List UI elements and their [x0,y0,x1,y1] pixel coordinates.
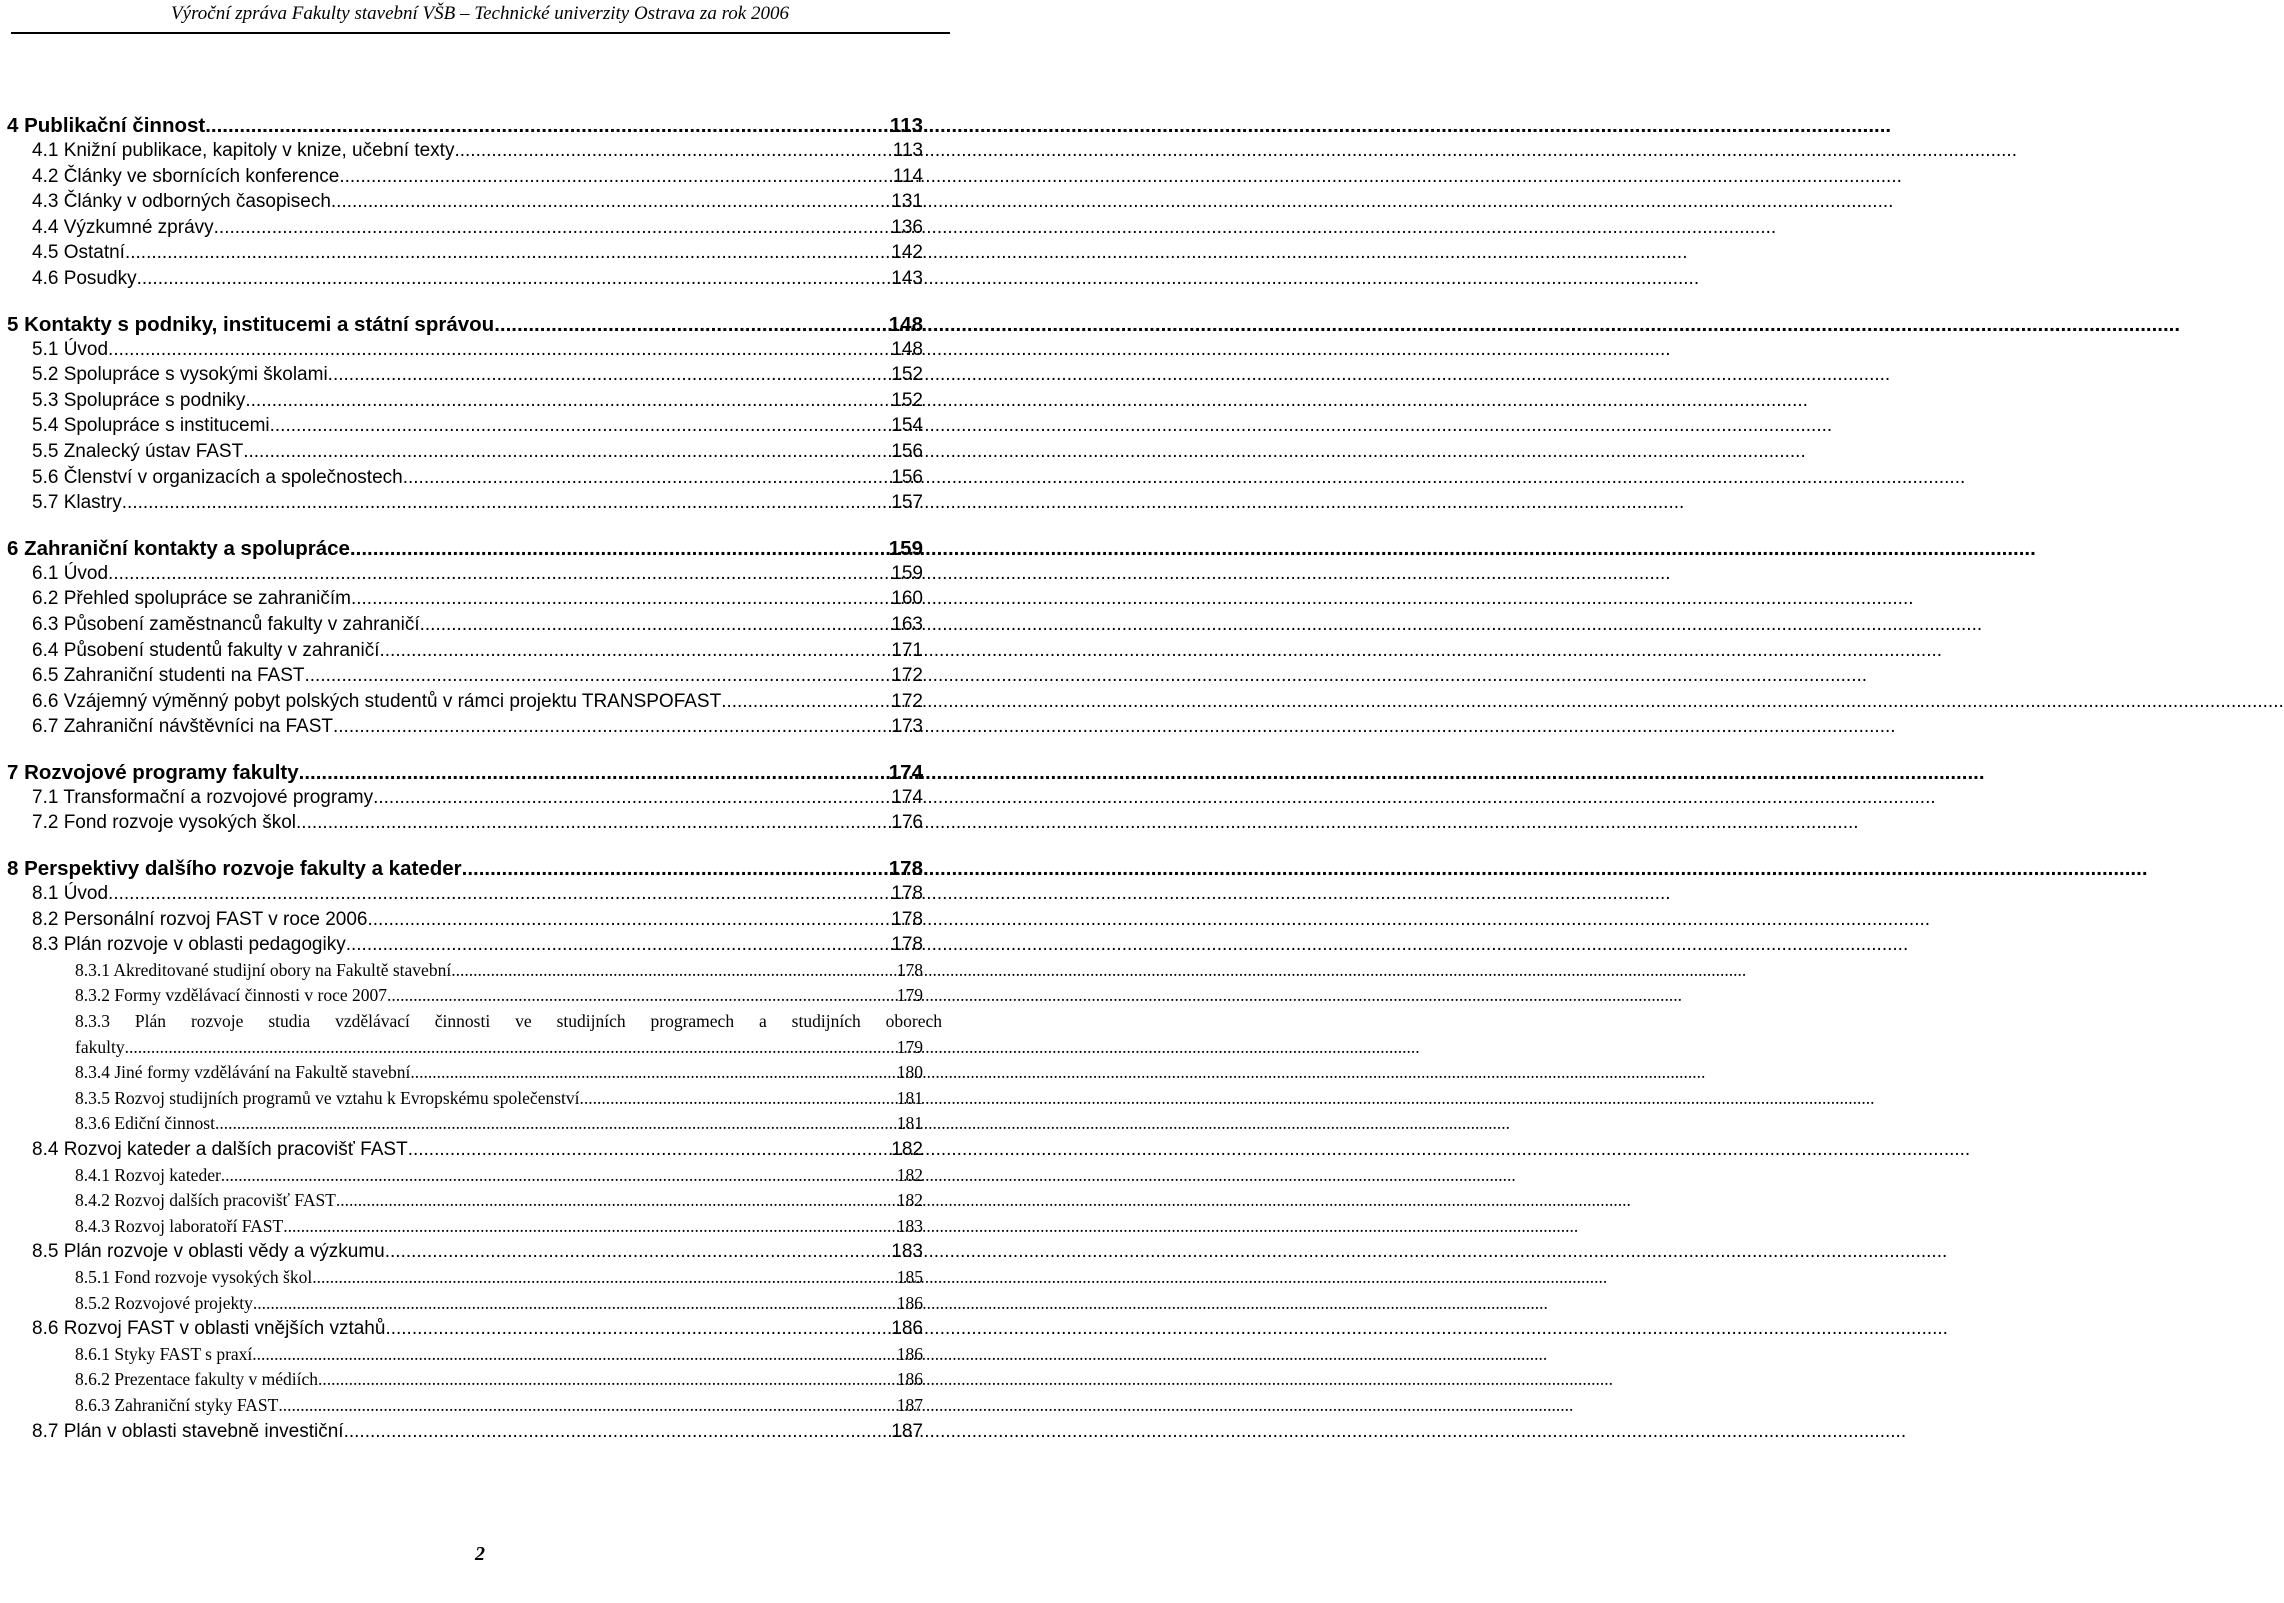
dot-leader [339,164,891,190]
toc-entry-title: 8.5.2 Rozvojové projekty [75,1292,253,1313]
dot-leader [410,1060,895,1086]
toc-entry-title: 5.5 Znalecký ústav FAST [32,440,244,462]
toc-section-entry[interactable] [7,413,923,439]
toc-section-entry[interactable] [7,1239,923,1265]
toc-entry-title: 4.1 Knižní publikace, kapitoly v knize, učební texty [32,140,455,161]
dot-leader [328,362,891,388]
toc-entry-page: 182 [896,1164,923,1185]
toc-entry-title: 5 Kontakty s podniky, institucemi a státní správou [7,312,495,336]
header-rule [11,32,950,34]
toc-entry-title: 7 Rozvojové programy fakulty [7,760,299,784]
toc-entry-title: 6.7 Zahraniční návštěvníci na FAST [32,716,333,738]
dot-leader [385,1239,891,1265]
toc-entry-title: 8.3.2 Formy vzdělávací činnosti v roce 2007 [75,985,388,1006]
toc-section-entry[interactable] [7,1137,923,1163]
toc-entry-title: 8 Perspektivy dalšího rozvoje fakulty a kateder [7,857,462,881]
toc-entry-title: 6.4 Působení studentů fakulty v zahraničí [32,639,380,661]
toc-entry-page: 154 [891,415,923,437]
toc-entry-title: 6.2 Přehled spolupráce se zahraničím [32,588,351,610]
dot-leader [451,958,896,984]
toc-entry-page: 142 [891,242,923,264]
toc-subsection-entry[interactable] [7,1367,923,1393]
toc-section-entry[interactable] [7,881,923,907]
toc-section-entry[interactable] [7,907,923,933]
toc-entry-title: 6.5 Zahraniční studenti na FAST [32,665,305,687]
toc-entry-page: 178 [891,934,923,956]
table-of-contents [7,113,942,1444]
toc-section-entry[interactable] [7,663,923,689]
dot-leader [215,1111,896,1137]
dot-leader [125,240,890,266]
dot-leader [299,760,888,785]
toc-entry-page: 183 [891,1241,923,1263]
toc-entry-page: 181 [896,1113,923,1134]
dot-leader [221,1163,896,1189]
toc-entry-title: 5.3 Spolupráce s podniky [32,389,246,411]
toc-entry-title: 8.3.5 Rozvoj studijních programů ve vztahu k Evropskému společenství [75,1087,580,1108]
dot-leader [283,1214,896,1240]
dot-leader [245,388,890,414]
toc-chapter-entry[interactable] [7,760,923,785]
dot-leader [380,638,891,664]
toc-entry-page: 148 [891,338,923,360]
toc-entry-page: 183 [896,1215,923,1236]
toc-entry-title: 4.5 Ostatní [32,242,125,264]
toc-entry-page: 131 [891,191,923,213]
dot-leader [580,1086,896,1112]
dot-leader [108,881,890,907]
toc-subsection-entry[interactable] [7,983,923,1009]
toc-entry-page: 156 [891,466,923,488]
dot-leader [331,189,890,215]
toc-section-entry[interactable] [7,138,923,164]
toc-entry-page: 179 [896,985,923,1006]
toc-chapter-entry[interactable] [7,856,923,881]
toc-entry-page: 160 [891,588,923,610]
toc-entry-title: 8.3.1 Akreditované studijní obory na Fakultě stavební [75,959,452,980]
dot-leader [318,1367,896,1393]
toc-entry-page: 174 [891,786,923,808]
dot-leader [205,113,889,138]
toc-entry-title: 8.5.1 Fond rozvoje vysokých škol [75,1266,313,1287]
dot-leader [312,1265,896,1291]
toc-section-entry[interactable] [7,439,923,465]
toc-entry-page: 178 [888,857,923,881]
toc-entry-page: 186 [896,1343,923,1364]
dot-leader [305,663,891,689]
toc-entry-title: 8.3.4 Jiné formy vzdělávání na Fakultě stavební [75,1062,411,1083]
toc-entry-page: 171 [891,639,923,661]
toc-section-entry[interactable] [7,612,923,638]
dot-leader [344,1419,891,1445]
toc-entry-page: 187 [891,1420,923,1442]
toc-entry-title: 6.6 Vzájemný výměnný pobyt polských studentů v rámci projektu TRANSPOFAST [32,690,722,712]
toc-entry-title: 8.4.2 Rozvoj dalších pracovišť FAST [75,1190,336,1211]
dot-leader [494,312,888,337]
toc-entry-title: 4 Publikační činnost [7,114,206,137]
toc-section-entry[interactable] [7,362,923,388]
dot-leader [408,1137,891,1163]
toc-section-entry[interactable] [7,714,923,740]
toc-entry-title: 8.5 Plán rozvoje v oblasti vědy a výzkumu [32,1241,385,1263]
toc-entry-title-line1: 8.3.3 Plán rozvoje studia vzdělávací činnosti ve studijních programech a studijních oborech [75,1011,942,1032]
toc-chapter-entry[interactable] [7,312,923,337]
dot-leader [296,810,890,836]
toc-entry-page: 156 [891,440,923,462]
dot-leader [420,612,891,638]
toc-entry-title: 5.6 Členství v organizacích a společnostech [32,466,403,488]
toc-entry-page: 114 [892,165,923,187]
toc-entry-title: 8.4.3 Rozvoj laboratoří FAST [75,1215,284,1236]
toc-entry-title: 6.1 Úvod [32,562,109,584]
dot-leader [270,413,891,439]
toc-entry-title: 8.2 Personální rozvoj FAST v roce 2006 [32,908,368,930]
toc-section-entry[interactable] [7,266,923,292]
toc-section-entry[interactable] [7,1316,923,1342]
toc-entry-page: 172 [891,665,923,687]
dot-leader [252,1342,895,1368]
toc-entry-page: 113 [892,140,923,161]
toc-subsection-entry[interactable] [7,1086,923,1112]
dot-leader [346,932,891,958]
toc-section-entry[interactable] [7,465,923,491]
toc-subsection-entry[interactable] [7,1163,923,1189]
toc-entry-page: 143 [891,267,923,289]
toc-entry-page: 179 [896,1036,923,1057]
toc-entry-title: 8.4 Rozvoj kateder a dalších pracovišť FAST [32,1139,408,1160]
dot-leader [108,561,890,587]
toc-entry-page: 181 [896,1087,923,1108]
toc-entry-wrapped[interactable] [7,1009,942,1060]
dot-leader [385,1316,890,1342]
toc-section-entry[interactable] [7,388,923,414]
toc-subsection-entry[interactable] [7,1060,923,1086]
toc-entry-title: 8.1 Úvod [32,883,109,905]
toc-entry-page: 159 [891,562,923,584]
toc-entry-title: 7.2 Fond rozvoje vysokých škol [32,812,297,834]
toc-entry-title: 5.7 Klastry [32,492,122,514]
toc-section-entry[interactable] [7,337,923,363]
toc-entry-title: 8.6.1 Styky FAST s praxí [75,1343,253,1364]
toc-entry-page: 186 [896,1369,923,1390]
toc-subsection-entry[interactable] [7,1188,923,1214]
dot-leader [462,856,888,881]
toc-entry-title: 8.6.3 Zahraniční styky FAST [75,1394,279,1415]
toc-entry-title: 7.1 Transformační a rozvojové programy [32,786,374,808]
toc-entry-title: 8.7 Plán v oblasti stavebně investiční [32,1420,344,1442]
dot-leader [721,689,890,715]
toc-entry-title: 5.4 Spolupráce s institucemi [32,415,270,437]
toc-entry-page: 176 [891,812,923,834]
dot-leader [243,439,890,465]
toc-entry-page: 174 [888,760,923,784]
toc-subsection-entry[interactable] [7,1265,923,1291]
toc-entry-page: 173 [891,716,923,738]
dot-leader [253,1291,896,1317]
dot-leader [137,266,891,292]
toc-entry-page: 172 [891,690,923,712]
toc-entry-page: 152 [891,389,923,411]
dot-leader [278,1393,895,1419]
toc-entry-title: 8.6 Rozvoj FAST v oblasti vnějších vztahů [32,1318,386,1340]
page-number: 2 [475,1543,485,1565]
toc-entry-page: 148 [888,312,923,336]
toc-section-entry[interactable] [7,810,923,836]
toc-entry-page: 186 [891,1318,923,1340]
toc-entry-page: 186 [896,1292,923,1313]
toc-entry-title: 4.4 Výzkumné zprávy [32,216,214,238]
toc-entry-page: 136 [891,216,923,238]
toc-subsection-entry[interactable] [7,1342,923,1368]
toc-entry-page: 185 [896,1266,923,1287]
toc-section-entry[interactable] [7,586,923,612]
toc-section-entry[interactable] [7,785,923,811]
toc-section-entry[interactable] [7,490,923,516]
toc-subsection-entry[interactable] [7,1291,923,1317]
toc-entry-title: 8.6.2 Prezentace fakulty v médiích [75,1369,318,1390]
toc-entry-page: 182 [891,1139,923,1160]
running-header: Výroční zpráva Fakulty stavební VŠB – Technické univerzity Ostrava za rok 2006 [171,3,789,24]
toc-entry-title: 6.3 Působení zaměstnanců fakulty v zahraničí [32,613,420,635]
toc-section-entry[interactable] [7,189,923,215]
toc-section-entry[interactable] [7,215,923,241]
toc-chapter-entry[interactable] [7,536,923,561]
toc-entry-page: 178 [891,908,923,930]
toc-entry-title: 5.1 Úvod [32,338,109,360]
toc-entry-title: 4.2 Články ve sbornících konference [32,165,340,187]
toc-entry-page: 178 [891,883,923,905]
toc-subsection-entry[interactable] [7,1214,923,1240]
toc-chapter-entry[interactable] [7,113,923,138]
toc-entry-page: 157 [891,492,923,514]
toc-entry-page: 178 [896,959,923,980]
dot-leader [333,714,890,740]
dot-leader [387,983,896,1009]
dot-leader [368,907,891,933]
toc-section-entry[interactable] [7,240,923,266]
toc-entry-page: 182 [896,1190,923,1211]
toc-entry-page: 152 [891,364,923,386]
dot-leader [336,1188,896,1214]
dot-leader [214,215,891,241]
toc-entry-title: 6 Zahraniční kontakty a spolupráce [7,536,350,560]
dot-leader [454,138,891,164]
toc-entry-title: 4.6 Posudky [32,267,137,289]
toc-section-entry[interactable] [7,932,923,958]
dot-leader [125,1035,896,1061]
dot-leader [351,586,890,612]
toc-section-entry[interactable] [7,561,923,587]
toc-entry-page: 180 [896,1062,923,1083]
toc-entry-page: 187 [896,1394,923,1415]
toc-subsection-entry[interactable] [7,958,923,984]
toc-entry-title: fakulty [75,1036,125,1057]
toc-entry-title: 8.4.1 Rozvoj kateder [75,1164,221,1185]
toc-entry-title: 8.3.6 Ediční činnost [75,1113,215,1134]
toc-subsection-entry[interactable] [7,1393,923,1419]
toc-entry-page: 159 [888,536,923,560]
toc-section-entry[interactable] [7,689,923,715]
toc-entry-title: 5.2 Spolupráce s vysokými školami [32,364,328,386]
dot-leader [108,337,890,363]
dot-leader [373,785,890,811]
toc-section-entry[interactable] [7,638,923,664]
toc-entry-title: 8.3 Plán rozvoje v oblasti pedagogiky [32,934,346,956]
toc-subsection-entry[interactable] [7,1111,923,1137]
toc-entry-page: 163 [891,613,923,635]
toc-section-entry[interactable] [7,164,923,190]
dot-leader [350,536,888,561]
dot-leader [122,490,891,516]
dot-leader [403,465,891,491]
toc-entry-title: 4.3 Články v odborných časopisech [32,191,331,213]
toc-section-entry[interactable] [7,1419,923,1445]
toc-entry-page: 113 [889,114,923,137]
